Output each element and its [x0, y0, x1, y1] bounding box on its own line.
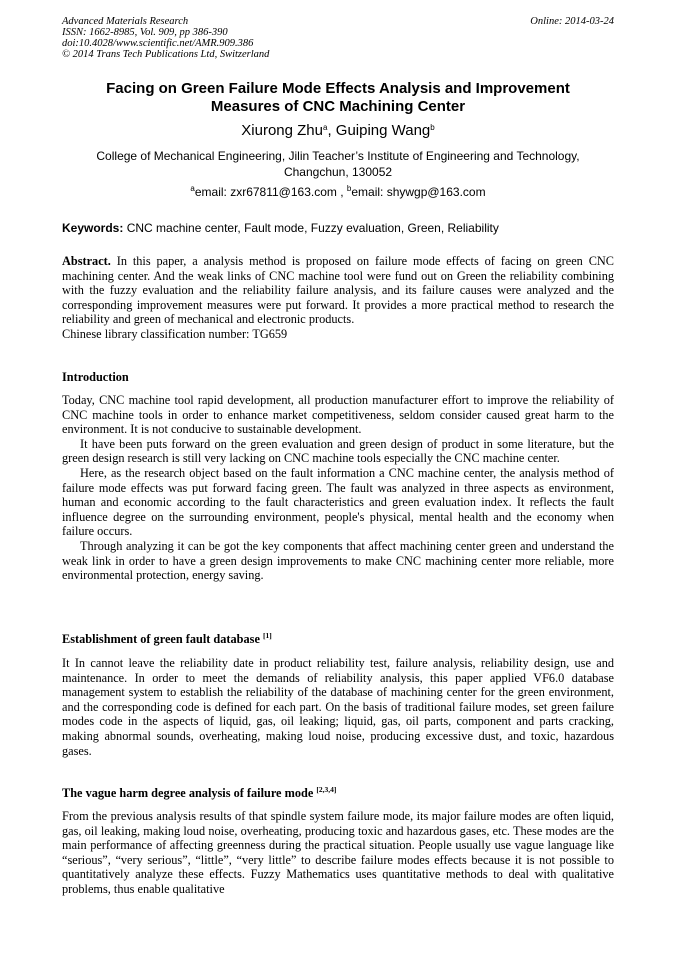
paper-title: [62, 80, 614, 116]
abstract-paragraph: [62, 254, 614, 327]
intro-paragraph-3: Here, as the research object based on the fault information a CNC machine center, the analysis method of failure mode effects was put forward facing green. The fault was analyzed in three aspects as environment, human and economic according to the fault characteristics and green evaluation index. It reflects the fault influence degree on the surrounding environment, people's physical, mental health and the economy when failure occurs.: [62, 465, 614, 539]
section-database-body: [62, 656, 614, 758]
affiliation-line-2: Changchun, 130052: [283, 165, 393, 179]
harm-paragraph: From the previous analysis results of that spindle system failure mode, its major failure modes are often liquid, gas, oil leaking, making loud noise, overheating, producing toxic and hazardous gases, etc. These modes are the main performance of affecting greenness during the practical situation. People usually use vague language like “serious”, “very serious”, “little”, “very little” to describe failure modes effects because it is not possible to quantitatively analyze these effects. Fuzzy Mathematics uses quantitative methods to deal with qualitative problems, thus enable qualitative: [62, 809, 614, 896]
abstract-text: In this paper, a analysis method is proposed on failure mode effects of facing on green CNC machining center. And the weak links of CNC machine tool were fund out on Green the reliability combining with the fuzzy evaluation and the reliability failure analysis, and its failure causes were analyzed and the corresponding improvement measures were put forward. It provides a more practical method to research the reliability and green of mechanical and electronic products.: [62, 254, 614, 327]
email-a-sup: a: [190, 184, 195, 193]
email-a: email: zxr67811@163.com ,: [194, 185, 347, 199]
author-1-sup: a: [322, 123, 328, 132]
email-b-sup: b: [346, 184, 352, 193]
title-line-2: Measures of CNC Machining Center: [210, 98, 466, 115]
section-harm-body: [62, 809, 614, 897]
database-paragraph: It In cannot leave the reliability date in product reliability test, failure analysis, reliability design, use and maintenance. In order to meet the demands of reliability analysis, this paper applied VF6.0 database management system to establish the reliability of the database of machining center for the green environment, and the corresponding code is defined for each part. On the basis of traditional failure modes, set green failure modes code in the aspects of liquid, gas, oil leaking; liquid, gas, oil parts, component and parts cracking, making abnormal sounds, overheating, making loud noise, producing excessive dust, and toxic, hazardous gases.: [62, 656, 614, 758]
keywords: [62, 220, 614, 236]
section-harm-title: The vague harm degree analysis of failure mode: [62, 786, 317, 800]
keywords-text: CNC machine center, Fault mode, Fuzzy evaluation, Green, Reliability: [123, 221, 499, 235]
classification-number: Chinese library classification number: TG659: [62, 326, 288, 341]
doi-line: doi:10.4028/www.scientific.net/AMR.909.386: [62, 38, 254, 49]
keywords-label: Keywords:: [62, 221, 124, 235]
abstract-label: Abstract.: [62, 254, 111, 268]
intro-paragraph-1: Today, CNC machine tool rapid development, all production manufacturer effort to improve the reliability of CNC machine tools in order to enhance market competitiveness, seldom consider caused great harm to the environment. It is not conducive to sustainable development.: [62, 393, 614, 437]
intro-paragraph-2: It have been puts forward on the green evaluation and green design of product in some literature, but the green design research is still very lacking on CNC machine tools especially the CNC machine center.: [62, 436, 614, 466]
section-database-ref: [1]: [262, 631, 272, 640]
author-1: Xiurong Zhu: [241, 122, 323, 139]
affiliation: [62, 148, 614, 180]
section-database-heading: [62, 632, 614, 647]
introduction-heading: Introduction: [62, 370, 129, 384]
online-date: Online: 2014-03-24: [530, 16, 614, 27]
author-2-sup: b: [430, 123, 435, 132]
copyright-line: © 2014 Trans Tech Publications Ltd, Switzerland: [62, 49, 270, 60]
section-harm-ref: [2,3,4]: [316, 785, 337, 794]
affiliation-line-1: College of Mechanical Engineering, Jilin Teacher’s Institute of Engineering and Technology,: [96, 149, 580, 163]
journal-name: Advanced Materials Research: [62, 16, 189, 27]
introduction-body: [62, 393, 614, 583]
abstract: [62, 254, 614, 342]
section-database-title: Establishment of green fault database: [62, 632, 263, 646]
intro-paragraph-4: Through analyzing it can be got the key components that affect machining center green and understand the weak link in order to have a green design improvements to make CNC machining center more reliable, more environmental protection, energy saving.: [62, 538, 614, 583]
section-harm-heading: [62, 786, 614, 801]
author-separator: ,: [327, 122, 336, 139]
author-list: [62, 122, 614, 140]
author-emails: [62, 184, 614, 200]
author-2: Guiping Wang: [335, 122, 431, 139]
email-b: email: shywgp@163.com: [351, 185, 486, 199]
title-line-1: Facing on Green Failure Mode Effects Analysis and Improvement: [106, 80, 570, 97]
issn-line: ISSN: 1662-8985, Vol. 909, pp 386-390: [62, 27, 228, 38]
